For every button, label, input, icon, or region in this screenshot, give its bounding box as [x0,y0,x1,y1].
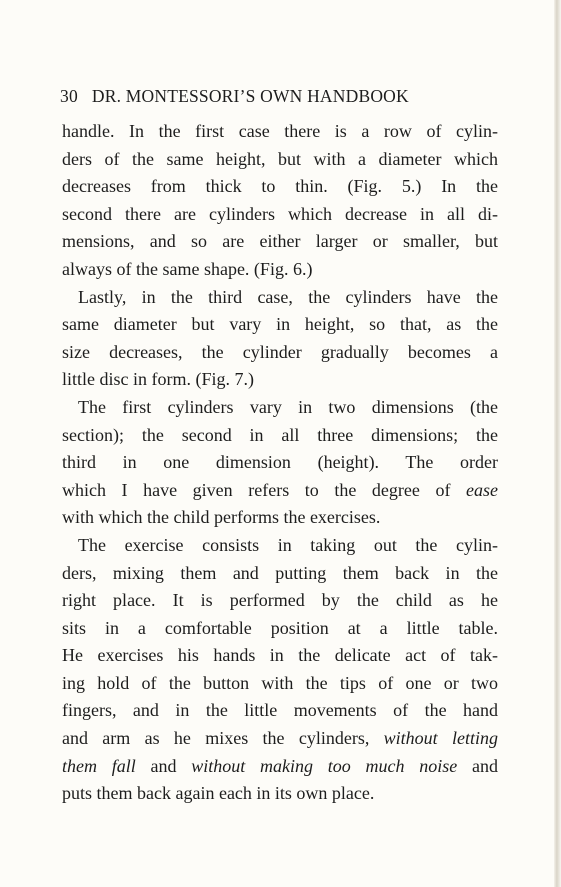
text-segment: size decreases, the cylinder gradually becomes a [62,341,498,362]
text-line [62,615,498,643]
text-line [62,780,498,808]
text-segment: little disc in form. (Fig. 7.) [62,369,254,390]
body-text [62,118,498,808]
text-segment: handle. In the first case there is a row of cylin- [62,121,498,141]
text-line [62,670,498,698]
text-segment: fingers, and in the little movements of the hand [62,700,498,721]
text-line [62,256,498,284]
text-segment: puts them back again each in its own place. [62,783,375,804]
text-line [62,339,498,367]
text-line [62,173,498,201]
italic-text: without making too much noise [191,755,458,776]
text-line [62,642,498,670]
text-line [62,725,498,753]
text-segment: The exercise consists in taking out the cylin- [78,534,498,555]
text-segment: decreases from thick to thin. (Fig. 5.) In the [62,176,498,197]
text-segment: always of the same shape. (Fig. 6.) [62,258,313,279]
text-segment: sits in a comfortable position at a little table. [62,617,498,638]
text-segment: He exercises his hands in the delicate act of tak- [62,645,498,666]
text-segment: Lastly, in the third case, the cylinders have the [78,286,498,307]
text-segment: and arm as he mixes the cylinders, [62,728,384,749]
text-segment: same diameter but vary in height, so that, as the [62,314,498,335]
text-segment: which I have given refers to the degree of [62,479,467,500]
text-line [62,477,498,505]
page-number: 30 [60,86,78,106]
text-line [62,560,498,588]
running-title: DR. MONTESSORI’S OWN HANDBOOK [91,86,409,106]
text-segment: right place. It is performed by the child as he [62,590,498,611]
running-header [60,86,500,107]
italic-text: ease [466,479,498,500]
page-edge [554,0,561,887]
text-line [62,394,498,422]
text-line [62,228,498,256]
text-segment: third in one dimension (height). The order [62,452,498,473]
text-segment: second there are cylinders which decrease in all di- [62,203,498,224]
text-segment: with which the child performs the exercises. [62,507,381,528]
text-line [62,532,498,560]
text-line [62,366,498,394]
text-segment: ing hold of the button with the tips of one or two [62,672,498,693]
text-line [62,449,498,477]
text-segment: ders, mixing them and putting them back in the [62,562,498,583]
text-segment: ders of the same height, but with a diameter which [62,148,498,169]
text-line [62,311,498,339]
text-segment: section); the second in all three dimensions; the [62,424,498,445]
text-segment: and [135,755,192,776]
text-segment: and [457,755,498,776]
text-line [62,284,498,312]
text-line [62,504,498,532]
text-line [62,201,498,229]
text-segment: The first cylinders vary in two dimensions (the [78,396,498,417]
text-line [62,697,498,725]
text-segment: mensions, and so are either larger or smaller, but [62,231,498,252]
text-line [62,422,498,450]
text-line [62,753,498,781]
italic-text: them fall [62,755,136,776]
text-line [62,146,498,174]
text-line [62,587,498,615]
text-line [62,118,498,146]
italic-text: without letting [383,728,498,749]
